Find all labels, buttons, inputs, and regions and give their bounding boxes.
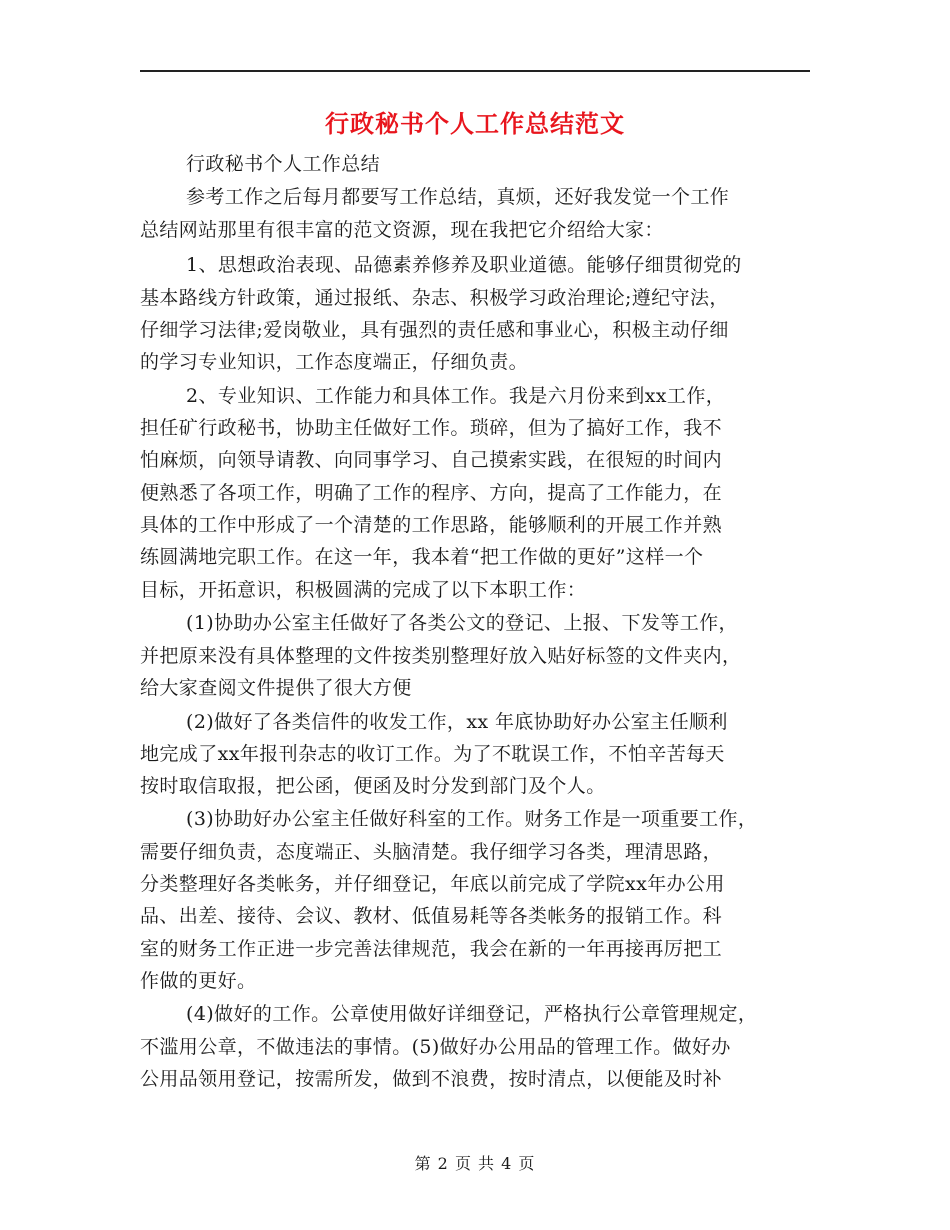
body-line: 给大家查阅文件提供了很大方便 bbox=[140, 677, 412, 699]
body-line: 仔细学习法律;爱岗敬业，具有强烈的责任感和事业心，积极主动仔细 bbox=[140, 319, 729, 341]
body-line: 便熟悉了各项工作，明确了工作的程序、方向，提高了工作能力，在 bbox=[140, 482, 723, 504]
body-line: 练圆满地完职工作。在这一年，我本着“把工作做的更好”这样一个 bbox=[140, 546, 704, 568]
body-line: 的学习专业知识，工作态度端正，仔细负责。 bbox=[140, 351, 529, 373]
body-line: 品、出差、接待、会议、教材、低值易耗等各类帐务的报销工作。科 bbox=[140, 905, 723, 927]
body-line: 1、思想政治表现、品德素养修养及职业道德。能够仔细贯彻党的 bbox=[186, 254, 742, 276]
body-line: 怕麻烦，向领导请教、向同事学习、自己摸索实践，在很短的时间内 bbox=[140, 449, 723, 471]
document-title: 行政秘书个人工作总结范文 bbox=[325, 109, 625, 138]
body-line: (3)协助好办公室主任做好科室的工作。财务工作是一项重要工作， bbox=[186, 808, 758, 830]
body-line: 总结网站那里有很丰富的范文资源，现在我把它介绍给大家： bbox=[140, 219, 664, 241]
body-line: (2)做好了各类信件的收发工作，xx 年底协助好办公室主任顺利 bbox=[186, 711, 728, 733]
body-line: (1)协助办公室主任做好了各类公文的登记、上报、下发等工作， bbox=[186, 612, 738, 634]
body-line: (4)做好的工作。公章使用做好详细登记，严格执行公章管理规定， bbox=[186, 1003, 758, 1025]
body-line: 公用品领用登记，按需所发，做到不浪费，按时清点，以便能及时补 bbox=[140, 1068, 723, 1090]
header-rule bbox=[140, 70, 810, 72]
page-number: 第 2 页 共 4 页 bbox=[414, 1154, 536, 1173]
body-line: 作做的更好。 bbox=[140, 970, 257, 992]
body-line: 分类整理好各类帐务，并仔细登记，年底以前完成了学院xx年办公用 bbox=[140, 873, 725, 895]
body-line: 目标，开拓意识，积极圆满的完成了以下本职工作： bbox=[140, 579, 587, 601]
body-line: 并把原来没有具体整理的文件按类别整理好放入贴好标签的文件夹内， bbox=[140, 645, 742, 667]
body-line: 地完成了xx年报刊杂志的收订工作。为了不耽误工作，不怕辛苦每天 bbox=[140, 743, 725, 765]
body-line: 具体的工作中形成了一个清楚的工作思路，能够顺利的开展工作并熟 bbox=[140, 514, 723, 536]
body-line: 按时取信取报，把公函，便函及时分发到部门及个人。 bbox=[140, 775, 606, 797]
body-line: 2、专业知识、工作能力和具体工作。我是六月份来到xx工作， bbox=[186, 385, 726, 407]
body-line: 参考工作之后每月都要写工作总结，真烦，还好我发觉一个工作 bbox=[186, 186, 730, 208]
body-line: 需要仔细负责，态度端正、头脑清楚。我仔细学习各类，理清思路， bbox=[140, 841, 723, 863]
body-line: 不滥用公章，不做违法的事情。(5)做好办公用品的管理工作。做好办 bbox=[140, 1036, 731, 1058]
subtitle-line: 行政秘书个人工作总结 bbox=[186, 153, 381, 175]
body-line: 基本路线方针政策，通过报纸、杂志、积极学习政治理论;遵纪守法， bbox=[140, 287, 729, 309]
body-line: 担任矿行政秘书，协助主任做好工作。琐碎，但为了搞好工作，我不 bbox=[140, 417, 723, 439]
body-line: 室的财务工作正进一步完善法律规范，我会在新的一年再接再厉把工 bbox=[140, 938, 723, 960]
